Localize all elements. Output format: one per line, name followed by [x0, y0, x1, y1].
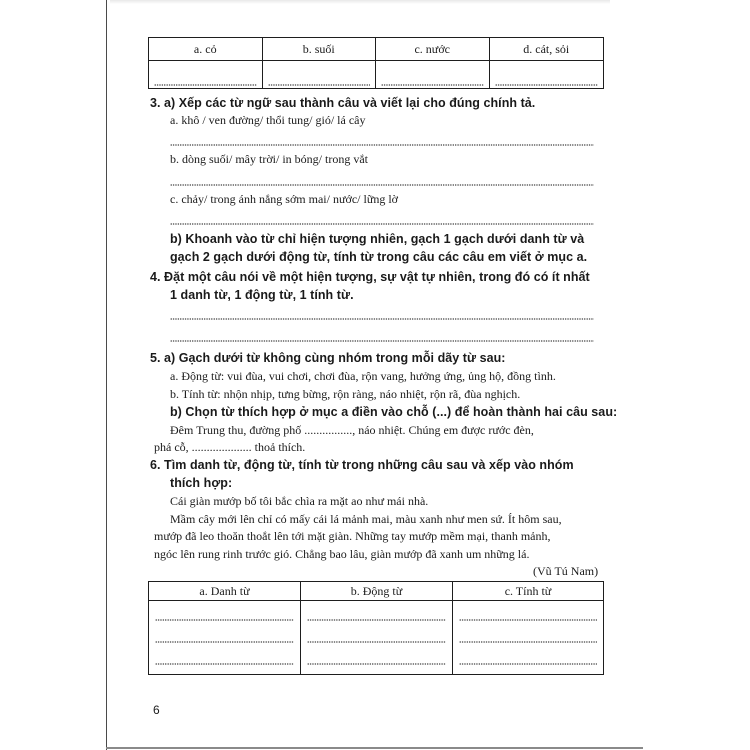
q3-item-a: a. khô / ven đường/ thổi tung/ gió/ lá cây	[170, 113, 366, 127]
dotted-line	[155, 663, 294, 665]
answer-cell-tinh-tu[interactable]	[453, 601, 603, 674]
dotted-line	[381, 84, 484, 86]
q3-answer-line-a[interactable]	[170, 144, 594, 146]
page-number: 6	[153, 703, 160, 717]
q5-heading: 5. a) Gạch dưới từ không cùng nhóm trong mỗi dãy từ sau:	[150, 351, 506, 365]
dotted-line	[459, 663, 597, 665]
q5-fill-line1: Đêm Trung thu, đường phố ................, náo nhiệt. Chúng em được rước đèn,	[170, 423, 534, 437]
dotted-line	[268, 84, 371, 86]
q6-passage-line4: ngóc lên rung rinh trước gió. Chẳng bao lâu, giàn mướp đã xanh um những lá.	[154, 547, 530, 561]
q5-item-a: a. Động từ: vui đùa, vui chơi, chơi đùa, rộn vang, hưởng ứng, ủng hộ, đồng tình.	[170, 369, 556, 383]
page-bottom-edge	[106, 747, 643, 749]
answer-table-top	[148, 37, 604, 89]
dotted-line	[307, 641, 446, 643]
answer-table-bottom	[148, 581, 604, 675]
q5-fill-line2: phá cỗ, .................... thoả thích.	[154, 440, 306, 454]
q4-line2: 1 danh từ, 1 động từ, 1 tính từ.	[170, 288, 354, 302]
answer-cell-suoi[interactable]	[263, 61, 377, 88]
page-top-shadow	[110, 0, 610, 4]
q3-answer-line-b[interactable]	[170, 184, 594, 186]
dotted-line	[459, 641, 597, 643]
q4-answer-line-2[interactable]	[170, 340, 594, 342]
q3-heading: 3. a) Xếp các từ ngữ sau thành câu và viết lại cho đúng chính tả.	[150, 96, 536, 110]
answer-cell-dong-tu[interactable]	[301, 601, 453, 674]
q6-author: (Vũ Tú Nam)	[533, 564, 599, 578]
q4-line1: 4. Đặt một câu nói về một hiện tượng, sự vật tự nhiên, trong đó có ít nhất	[150, 270, 590, 284]
q3-answer-line-c[interactable]	[170, 223, 594, 225]
answer-cell-nuoc[interactable]	[376, 61, 490, 88]
table-header-danh-tu: a. Danh từ	[149, 582, 301, 601]
table-header-suoi: b. suối	[263, 38, 377, 61]
q3-part-b-line1: b) Khoanh vào từ chỉ hiện tượng nhiên, gạch 1 gạch dưới danh từ và	[170, 232, 585, 246]
q6-line1: 6. Tìm danh từ, động từ, tính từ trong những câu sau và xếp vào nhóm	[150, 458, 574, 472]
table-header-dong-tu: b. Động từ	[301, 582, 453, 601]
dotted-line	[154, 84, 257, 86]
table-header-co: a. cỏ	[149, 38, 263, 61]
dotted-line	[155, 619, 294, 621]
dotted-line	[495, 84, 599, 86]
table-header-nuoc: c. nước	[376, 38, 490, 61]
q6-line2: thích hợp:	[170, 476, 233, 490]
q6-passage-line1: Cái giàn mướp bố tôi bắc chìa ra mặt ao như mái nhà.	[170, 494, 429, 508]
answer-cell-co[interactable]	[149, 61, 263, 88]
q3-item-c: c. chảy/ trong ánh nắng sớm mai/ nước/ lững lờ	[170, 192, 398, 206]
answer-cell-danh-tu[interactable]	[149, 601, 301, 674]
q5-item-b: b. Tính từ: nhộn nhịp, tưng bừng, rộn ràng, náo nhiệt, rộn rã, đùa nghịch.	[170, 387, 521, 401]
dotted-line	[307, 663, 446, 665]
dotted-line	[155, 641, 294, 643]
q6-passage-line2: Mầm cây mới lên chỉ có mấy cái lá mảnh mai, màu xanh như men sứ. Ít hôm sau,	[170, 512, 562, 526]
dotted-line	[459, 619, 597, 621]
page-left-edge	[106, 0, 107, 750]
q3-item-b: b. dòng suối/ mây trời/ in bóng/ trong vắt	[170, 152, 368, 166]
answer-cell-cat-soi[interactable]	[490, 61, 604, 88]
q3-part-b-line2: gạch 2 gạch dưới động từ, tính từ trong câu các câu em viết ở mục a.	[170, 250, 588, 264]
dotted-line	[307, 619, 446, 621]
q5-part-b: b) Chọn từ thích hợp ở mục a điền vào chỗ (...) để hoàn thành hai câu sau:	[170, 405, 618, 419]
table-header-tinh-tu: c. Tính từ	[453, 582, 603, 601]
q6-passage-line3: mướp đã leo thoăn thoắt lên tới mặt giàn. Những tay mướp mềm mại, thanh mảnh,	[154, 529, 551, 543]
table-header-cat-soi: d. cát, sỏi	[490, 38, 604, 61]
q4-answer-line-1[interactable]	[170, 318, 594, 320]
